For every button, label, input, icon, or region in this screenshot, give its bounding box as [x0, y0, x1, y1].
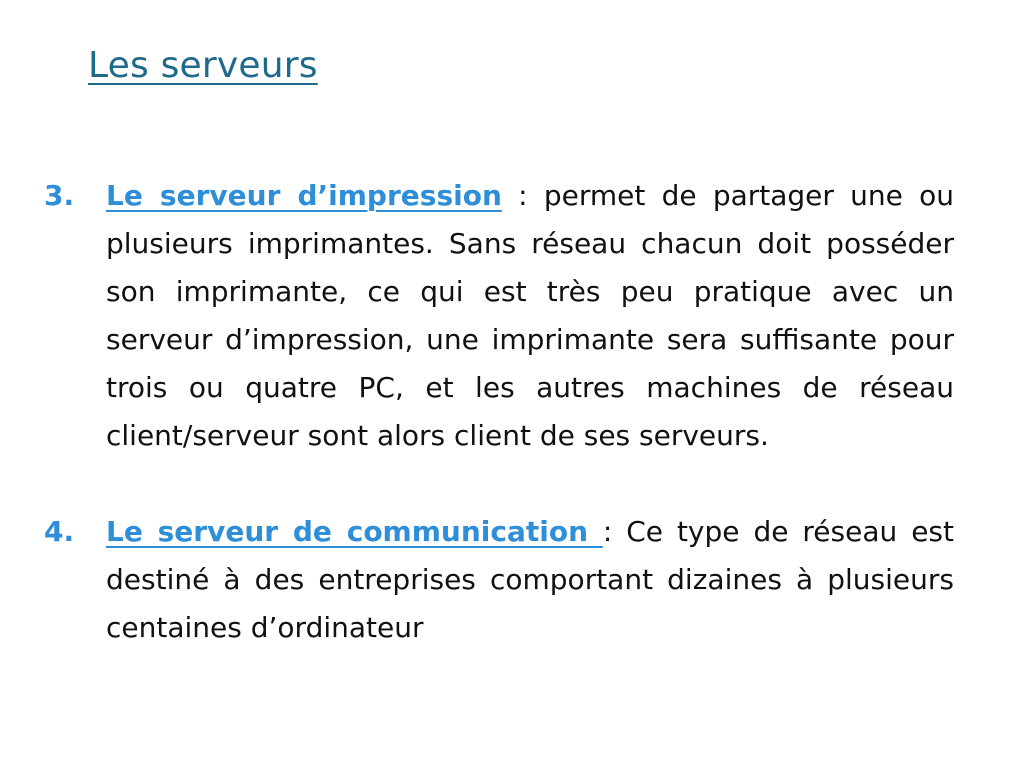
list-item: [44, 172, 954, 460]
list-item-separator: :: [602, 515, 627, 548]
list-item-text: permet de partager une ou plusieurs imprimantes. Sans réseau chacun doit posséder son imprimante, ce qui est très peu pratique avec un serveur d’impression, une imprimante sera suffisante pour trois ou quatre PC, et les autres machines de réseau client/serveur sont alors client de ses serveurs.: [106, 179, 954, 452]
list-item: [44, 508, 954, 652]
list-item-separator: :: [501, 179, 544, 212]
list-item-text: Ce type de réseau est destiné à des entreprises comportant dizaines à plusieurs centaines d’ordinateur: [106, 515, 954, 644]
slide-title: Les serveurs: [88, 45, 318, 86]
list-item-term: Le serveur d’impression: [106, 179, 502, 212]
numbered-list: [44, 172, 954, 652]
list-item-number: 3.: [44, 179, 75, 212]
list-item-term: Le serveur de communication: [106, 515, 603, 548]
list-item-number: 4.: [44, 515, 75, 548]
